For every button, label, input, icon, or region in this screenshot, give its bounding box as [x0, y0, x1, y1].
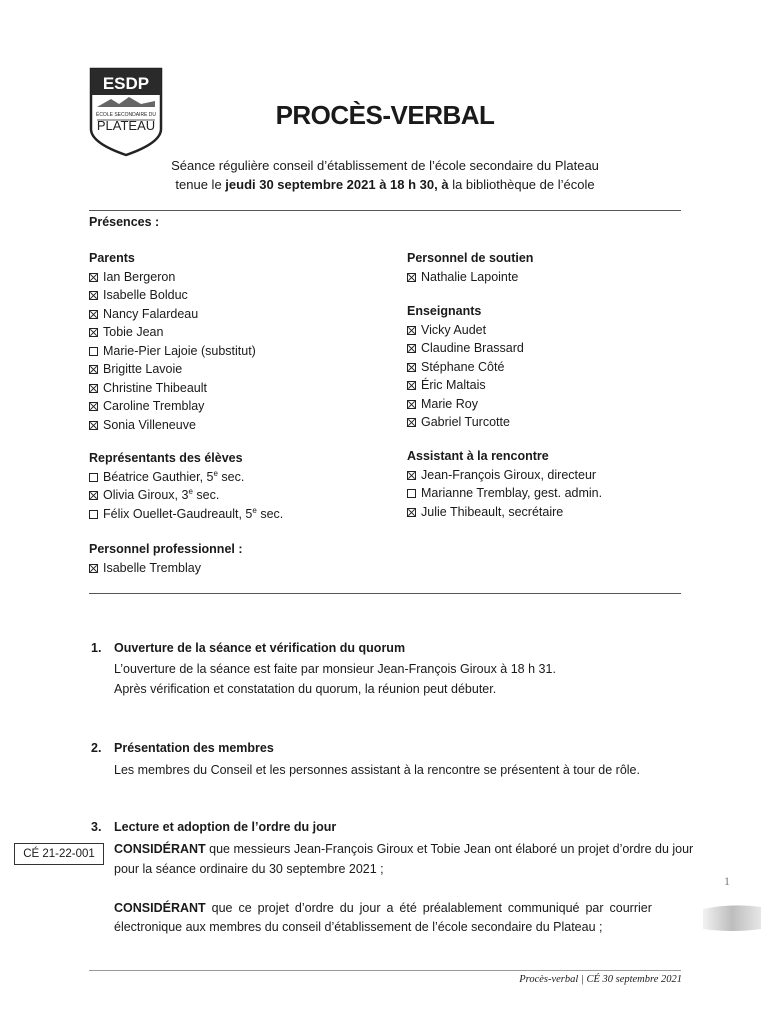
checked-box-icon	[89, 310, 98, 319]
eleves-list	[89, 468, 283, 524]
eleves-item	[89, 468, 283, 487]
parents-section	[89, 249, 256, 434]
enseignants-item	[407, 358, 524, 377]
enseignants-item	[407, 395, 524, 414]
section-2-line-1: Les membres du Conseil et les personnes assistant à la rencontre se présentent à tour de rôle.	[114, 763, 640, 777]
resolution-reference: CÉ 21-22-001	[14, 843, 104, 865]
parents-heading: Parents	[89, 251, 135, 265]
enseignants-item	[407, 339, 524, 358]
enseignants-section	[407, 302, 524, 432]
assistants-item-name: Marianne Tremblay, gest. admin.	[421, 486, 603, 500]
subtitle-date: jeudi 30 septembre 2021 à 18 h 30, à	[225, 177, 449, 192]
soutien-list	[407, 268, 533, 287]
presences-divider	[89, 593, 681, 594]
checked-box-icon	[407, 363, 416, 372]
subtitle-line-1: Séance régulière conseil d’établissement de l’école secondaire du Plateau	[171, 158, 599, 173]
parents-item-name: Nancy Falardeau	[103, 306, 199, 321]
section-3-paragraph-2-line-1	[114, 898, 680, 918]
checked-box-icon	[407, 400, 416, 409]
section-3-p1-text: que messieurs Jean-François Giroux et Tobie Jean ont élaboré un projet d’ordre du jour	[205, 842, 694, 856]
page-curl-icon	[703, 903, 761, 933]
checked-box-icon	[407, 344, 416, 353]
eleves-item-level: sec.	[217, 469, 245, 484]
unchecked-box-icon	[89, 347, 98, 356]
unchecked-box-icon	[89, 473, 98, 482]
eleves-item-ordinal: e	[188, 486, 193, 496]
eleves-item-level: sec.	[192, 488, 220, 502]
enseignants-item-name: Claudine Brassard	[421, 341, 524, 355]
subtitle-prefix: tenue le	[175, 177, 226, 192]
enseignants-item-name: Marie Roy	[421, 396, 478, 411]
parents-item	[89, 360, 256, 379]
checked-box-icon	[89, 384, 98, 393]
parents-item	[89, 397, 256, 416]
assistants-item-name: Jean-François Giroux, directeur	[421, 467, 597, 482]
soutien-heading: Personnel de soutien	[407, 251, 534, 265]
parents-item-name: Christine Thibeault	[103, 380, 207, 395]
section-3-title: Lecture et adoption de l’ordre du jour	[114, 820, 337, 834]
section-1-number: 1.	[91, 641, 102, 655]
parents-item	[89, 286, 256, 305]
checked-box-icon	[89, 421, 98, 430]
professionnel-heading: Personnel professionnel :	[89, 542, 243, 556]
soutien-section	[407, 249, 533, 286]
logo-bottom-text: PLATEAU	[96, 118, 156, 133]
professionnel-item	[89, 559, 243, 578]
subtitle-suffix: la bibliothèque de l’école	[448, 177, 595, 192]
unchecked-box-icon	[407, 489, 416, 498]
assistants-item	[407, 484, 602, 503]
parents-item-name: Tobie Jean	[103, 325, 164, 339]
checked-box-icon	[89, 273, 98, 282]
parents-item	[89, 342, 256, 361]
parents-item	[89, 305, 256, 324]
assistants-item	[407, 466, 602, 485]
enseignants-item	[407, 376, 524, 395]
soutien-item-name: Nathalie Lapointe	[421, 269, 519, 284]
page-number: 1	[724, 874, 730, 888]
eleves-item-name: Olivia Giroux, 3	[103, 488, 189, 502]
parents-item-name: Isabelle Bolduc	[103, 288, 188, 302]
soutien-item	[407, 268, 533, 287]
section-1-line-1: L’ouverture de la séance est faite par monsieur Jean-François Giroux à 18 h 31.	[114, 662, 556, 676]
section-3-paragraph-1-line-2: pour la séance ordinaire du 30 septembre 2021 ;	[114, 862, 384, 876]
parents-item	[89, 268, 256, 287]
section-1-line-2: Après vérification et constatation du quorum, la réunion peut débuter.	[114, 682, 497, 696]
parents-list	[89, 268, 256, 435]
checked-box-icon	[407, 471, 416, 480]
section-3-p2-text: que ce projet d’ordre du jour a été préalablement communiqué par courrier	[205, 901, 652, 915]
checked-box-icon	[89, 491, 98, 500]
eleves-item-level: sec.	[256, 506, 284, 521]
eleves-item-name: Félix Ouellet-Gaudreault, 5	[103, 506, 253, 521]
professionnel-item-name: Isabelle Tremblay	[103, 560, 201, 575]
parents-item	[89, 379, 256, 398]
section-3-number: 3.	[91, 820, 102, 834]
unchecked-box-icon	[89, 510, 98, 519]
eleves-item-name: Béatrice Gauthier, 5	[103, 469, 214, 484]
assistants-heading: Assistant à la rencontre	[407, 449, 549, 463]
checked-box-icon	[89, 291, 98, 300]
page-footer: Procès-verbal | CÉ 30 septembre 2021	[519, 974, 682, 985]
checked-box-icon	[89, 402, 98, 411]
section-2-number: 2.	[91, 741, 102, 755]
enseignants-item	[407, 321, 524, 340]
parents-item-name: Marie-Pier Lajoie (substitut)	[103, 343, 256, 358]
checked-box-icon	[89, 328, 98, 337]
eleves-item-ordinal: e	[252, 505, 257, 515]
section-1-title: Ouverture de la séance et vérification du quorum	[114, 641, 406, 655]
checked-box-icon	[407, 326, 416, 335]
eleves-section	[89, 449, 283, 523]
footer-divider	[89, 970, 681, 971]
checked-box-icon	[407, 508, 416, 517]
considerant-1: CONSIDÉRANT	[114, 842, 206, 856]
section-3-paragraph-1-line-1	[114, 839, 694, 859]
presences-label: Présences :	[89, 215, 160, 229]
section-3-paragraph-2-line-2: électronique aux membres du conseil d’établissement de l’école secondaire du Plateau ;	[114, 920, 603, 934]
professionnel-section	[89, 540, 243, 577]
considerant-2: CONSIDÉRANT	[114, 901, 206, 915]
enseignants-item-name: Stéphane Côté	[421, 359, 505, 374]
eleves-item-ordinal: e	[213, 468, 218, 478]
enseignants-list	[407, 321, 524, 432]
checked-box-icon	[407, 381, 416, 390]
logo-top-text: ESDP	[102, 74, 150, 93]
professionnel-list	[89, 559, 243, 578]
checked-box-icon	[89, 365, 98, 374]
assistants-section	[407, 447, 602, 521]
parents-item	[89, 323, 256, 342]
assistants-list	[407, 466, 602, 522]
enseignants-item-name: Vicky Audet	[421, 322, 487, 337]
enseignants-item-name: Éric Maltais	[421, 378, 486, 392]
subtitle-line-2	[0, 177, 770, 192]
parents-item-name: Ian Bergeron	[103, 269, 176, 284]
assistants-item	[407, 503, 602, 522]
enseignants-item-name: Gabriel Turcotte	[421, 415, 510, 429]
section-2-title: Présentation des membres	[114, 741, 274, 755]
eleves-item	[89, 486, 283, 505]
parents-item-name: Sonia Villeneuve	[103, 417, 196, 432]
document-title: PROCÈS-VERBAL	[275, 100, 495, 130]
checked-box-icon	[89, 564, 98, 573]
checked-box-icon	[407, 418, 416, 427]
assistants-item-name: Julie Thibeault, secrétaire	[421, 504, 564, 519]
enseignants-heading: Enseignants	[407, 304, 482, 318]
eleves-heading: Représentants des élèves	[89, 451, 243, 465]
parents-item-name: Caroline Tremblay	[103, 399, 205, 413]
parents-item-name: Brigitte Lavoie	[103, 362, 183, 376]
eleves-item	[89, 505, 283, 524]
parents-item	[89, 416, 256, 435]
enseignants-item	[407, 413, 524, 432]
checked-box-icon	[407, 273, 416, 282]
logo-small-text: ÉCOLE SECONDAIRE DU	[95, 112, 157, 118]
header-divider	[89, 210, 681, 211]
